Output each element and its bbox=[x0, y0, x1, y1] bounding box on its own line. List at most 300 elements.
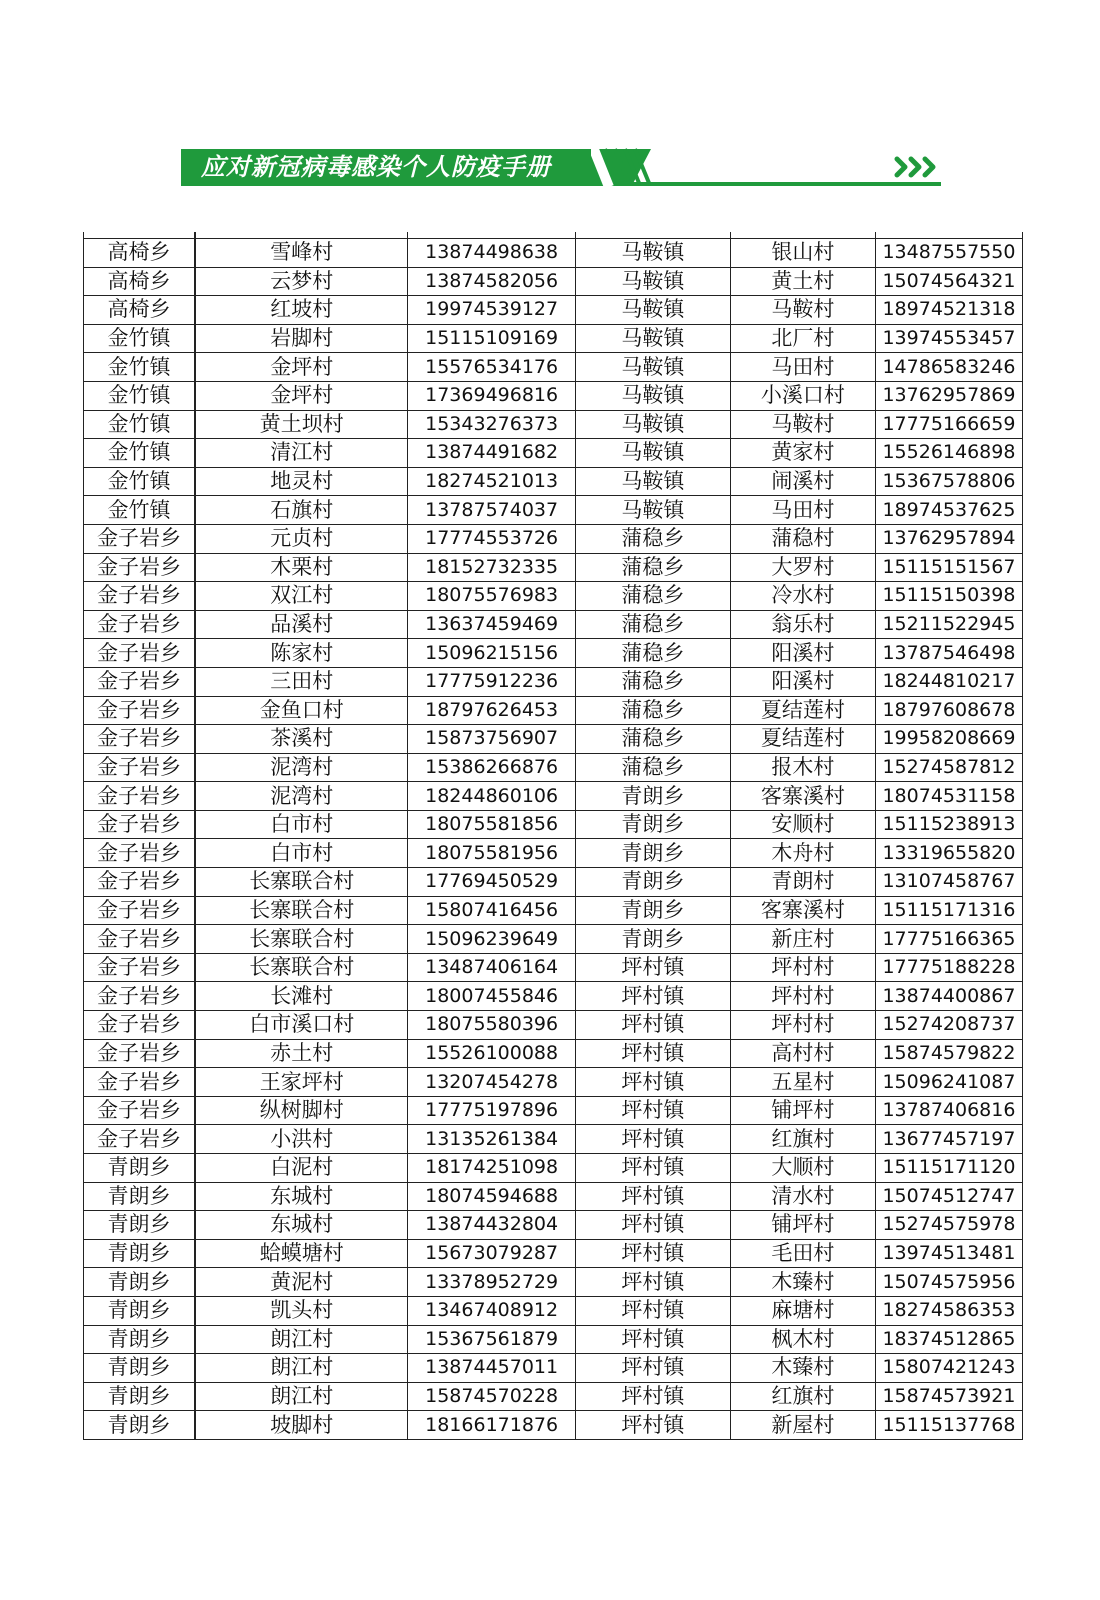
cell-village-2: 高村村 bbox=[730, 1039, 875, 1068]
cell-village-2: 枫木村 bbox=[730, 1325, 875, 1354]
cell-township: 青朗乡 bbox=[84, 1182, 196, 1211]
cell-township-2: 坪村镇 bbox=[575, 1268, 730, 1297]
cell-township: 金竹镇 bbox=[84, 439, 196, 468]
cell-phone: 18244860106 bbox=[408, 782, 575, 811]
cell-phone: 13135261384 bbox=[408, 1125, 575, 1154]
cell-village: 岩脚村 bbox=[195, 324, 408, 353]
cell-township-2: 坪村镇 bbox=[575, 1182, 730, 1211]
cell-township-2: 青朗乡 bbox=[575, 782, 730, 811]
cell-village: 陈家村 bbox=[195, 639, 408, 668]
cell-village: 红坡村 bbox=[195, 296, 408, 325]
table-row bbox=[84, 1096, 1023, 1125]
cell-phone: 18075581956 bbox=[408, 839, 575, 868]
cell-phone-2: 15874573921 bbox=[875, 1382, 1022, 1411]
table-row bbox=[84, 896, 1023, 925]
cell-phone-2: 18244810217 bbox=[875, 667, 1022, 696]
cell-township: 金竹镇 bbox=[84, 324, 196, 353]
table-row bbox=[84, 467, 1023, 496]
cell-phone: 13487406164 bbox=[408, 953, 575, 982]
cell-phone-2: 15274587812 bbox=[875, 753, 1022, 782]
cell-village: 纵树脚村 bbox=[195, 1096, 408, 1125]
cell-phone: 13378952729 bbox=[408, 1268, 575, 1297]
cell-phone-2: 17775166365 bbox=[875, 925, 1022, 954]
cell-village-2: 马田村 bbox=[730, 496, 875, 525]
cell-township-2: 马鞍镇 bbox=[575, 353, 730, 382]
cell-township: 金子岩乡 bbox=[84, 839, 196, 868]
table-row bbox=[84, 1154, 1023, 1183]
cell-township-2: 马鞍镇 bbox=[575, 239, 730, 268]
cell-phone-2: 15274575978 bbox=[875, 1211, 1022, 1240]
table-row bbox=[84, 1354, 1023, 1383]
cell-phone: 15367561879 bbox=[408, 1325, 575, 1354]
cell-village: 白泥村 bbox=[195, 1154, 408, 1183]
cell-village: 王家坪村 bbox=[195, 1068, 408, 1097]
header-banner bbox=[181, 149, 941, 189]
cell-phone-2: 18797608678 bbox=[875, 696, 1022, 725]
table-row bbox=[84, 1268, 1023, 1297]
table-row bbox=[84, 296, 1023, 325]
cell-phone: 13467408912 bbox=[408, 1296, 575, 1325]
table-row bbox=[84, 1182, 1023, 1211]
cell-phone: 17775197896 bbox=[408, 1096, 575, 1125]
table-row bbox=[84, 1325, 1023, 1354]
cell-village: 长寨联合村 bbox=[195, 953, 408, 982]
table-row bbox=[84, 496, 1023, 525]
cell-phone-2: 15074564321 bbox=[875, 267, 1022, 296]
cell-village-2: 报木村 bbox=[730, 753, 875, 782]
cell-village: 长寨联合村 bbox=[195, 896, 408, 925]
cell-township: 金竹镇 bbox=[84, 410, 196, 439]
table-row bbox=[84, 553, 1023, 582]
table-row bbox=[84, 1125, 1023, 1154]
table-row bbox=[84, 610, 1023, 639]
cell-township: 金子岩乡 bbox=[84, 667, 196, 696]
cell-village-2: 麻塘村 bbox=[730, 1296, 875, 1325]
cell-village-2: 北厂村 bbox=[730, 324, 875, 353]
cell-phone-2: 19958208669 bbox=[875, 725, 1022, 754]
cell-phone-2: 15115150398 bbox=[875, 582, 1022, 611]
cell-phone: 15576534176 bbox=[408, 353, 575, 382]
cell-village: 金鱼口村 bbox=[195, 696, 408, 725]
cell-township: 金子岩乡 bbox=[84, 982, 196, 1011]
cell-village-2: 木舟村 bbox=[730, 839, 875, 868]
cell-village-2: 马田村 bbox=[730, 353, 875, 382]
cell-township-2: 蒲稳乡 bbox=[575, 667, 730, 696]
cell-village: 长寨联合村 bbox=[195, 925, 408, 954]
cell-township-2: 蒲稳乡 bbox=[575, 582, 730, 611]
cell-township-2: 马鞍镇 bbox=[575, 467, 730, 496]
cell-township-2: 坪村镇 bbox=[575, 1411, 730, 1440]
cell-village: 凯头村 bbox=[195, 1296, 408, 1325]
table-row bbox=[84, 810, 1023, 839]
cell-township: 高椅乡 bbox=[84, 296, 196, 325]
table-row bbox=[84, 239, 1023, 268]
cell-village-2: 阳溪村 bbox=[730, 667, 875, 696]
cell-township-2: 坪村镇 bbox=[575, 1239, 730, 1268]
cell-township-2: 马鞍镇 bbox=[575, 296, 730, 325]
cell-township-2: 青朗乡 bbox=[575, 896, 730, 925]
cell-township: 青朗乡 bbox=[84, 1239, 196, 1268]
cell-phone-2: 13677457197 bbox=[875, 1125, 1022, 1154]
cell-phone: 13874491682 bbox=[408, 439, 575, 468]
cell-village-2: 小溪口村 bbox=[730, 381, 875, 410]
cell-phone-2: 14786583246 bbox=[875, 353, 1022, 382]
cell-phone: 13787574037 bbox=[408, 496, 575, 525]
cell-village-2: 客寨溪村 bbox=[730, 896, 875, 925]
cell-township: 金子岩乡 bbox=[84, 1039, 196, 1068]
cell-village: 黄土坝村 bbox=[195, 410, 408, 439]
cell-village-2: 马鞍村 bbox=[730, 296, 875, 325]
table-row bbox=[84, 1011, 1023, 1040]
cell-village-2: 坪村村 bbox=[730, 953, 875, 982]
cell-phone-2: 18074531158 bbox=[875, 782, 1022, 811]
cell-phone-2: 13487557550 bbox=[875, 239, 1022, 268]
cell-township-2: 马鞍镇 bbox=[575, 381, 730, 410]
cell-phone-2: 13874400867 bbox=[875, 982, 1022, 1011]
cell-village: 元贞村 bbox=[195, 524, 408, 553]
cell-township: 金子岩乡 bbox=[84, 524, 196, 553]
cell-village: 清江村 bbox=[195, 439, 408, 468]
cell-township-2: 坪村镇 bbox=[575, 1154, 730, 1183]
cell-township: 青朗乡 bbox=[84, 1382, 196, 1411]
cell-township-2: 坪村镇 bbox=[575, 1039, 730, 1068]
cell-township-2: 蒲稳乡 bbox=[575, 696, 730, 725]
cell-phone-2: 15115151567 bbox=[875, 553, 1022, 582]
cell-village: 黄泥村 bbox=[195, 1268, 408, 1297]
contact-table bbox=[83, 232, 1023, 1440]
cell-phone-2: 15874579822 bbox=[875, 1039, 1022, 1068]
cell-township-2: 坪村镇 bbox=[575, 1354, 730, 1383]
cell-township: 金竹镇 bbox=[84, 353, 196, 382]
cell-township-2: 马鞍镇 bbox=[575, 324, 730, 353]
cell-phone-2: 15115171120 bbox=[875, 1154, 1022, 1183]
cell-township: 金子岩乡 bbox=[84, 782, 196, 811]
cell-phone: 13207454278 bbox=[408, 1068, 575, 1097]
cell-village: 东城村 bbox=[195, 1211, 408, 1240]
cell-phone-2: 13787406816 bbox=[875, 1096, 1022, 1125]
cell-village: 朗江村 bbox=[195, 1354, 408, 1383]
cell-township: 金子岩乡 bbox=[84, 953, 196, 982]
table-row bbox=[84, 381, 1023, 410]
cell-phone: 17369496816 bbox=[408, 381, 575, 410]
cell-village-2: 红旗村 bbox=[730, 1125, 875, 1154]
cell-township: 青朗乡 bbox=[84, 1354, 196, 1383]
cell-village-2: 夏结莲村 bbox=[730, 696, 875, 725]
table-row bbox=[84, 696, 1023, 725]
cell-township: 金子岩乡 bbox=[84, 639, 196, 668]
table-row bbox=[84, 925, 1023, 954]
cell-township: 金子岩乡 bbox=[84, 1011, 196, 1040]
table-row bbox=[84, 782, 1023, 811]
cell-village-2: 冷水村 bbox=[730, 582, 875, 611]
cell-township: 金子岩乡 bbox=[84, 725, 196, 754]
cell-township-2: 坪村镇 bbox=[575, 1011, 730, 1040]
cell-village: 三田村 bbox=[195, 667, 408, 696]
cell-phone: 15096239649 bbox=[408, 925, 575, 954]
cell-township-2: 青朗乡 bbox=[575, 810, 730, 839]
cell-phone-2: 15274208737 bbox=[875, 1011, 1022, 1040]
cell-township-2: 马鞍镇 bbox=[575, 496, 730, 525]
cell-township-2: 坪村镇 bbox=[575, 953, 730, 982]
cell-township: 青朗乡 bbox=[84, 1411, 196, 1440]
cell-village-2: 阳溪村 bbox=[730, 639, 875, 668]
table-row bbox=[84, 868, 1023, 897]
cell-phone-2: 13762957894 bbox=[875, 524, 1022, 553]
table-row bbox=[84, 1382, 1023, 1411]
cell-village: 东城村 bbox=[195, 1182, 408, 1211]
cell-township: 金子岩乡 bbox=[84, 696, 196, 725]
cell-phone: 15807416456 bbox=[408, 896, 575, 925]
cell-township-2: 马鞍镇 bbox=[575, 410, 730, 439]
table-row bbox=[84, 1239, 1023, 1268]
table-row bbox=[84, 982, 1023, 1011]
cell-phone: 13637459469 bbox=[408, 610, 575, 639]
cell-township: 金子岩乡 bbox=[84, 925, 196, 954]
table-row bbox=[84, 667, 1023, 696]
cell-village-2: 马鞍村 bbox=[730, 410, 875, 439]
cell-phone: 17775912236 bbox=[408, 667, 575, 696]
cell-phone-2: 13762957869 bbox=[875, 381, 1022, 410]
cell-phone-2: 15115137768 bbox=[875, 1411, 1022, 1440]
cell-village: 木栗村 bbox=[195, 553, 408, 582]
cell-village: 坡脚村 bbox=[195, 1411, 408, 1440]
cell-township-2: 蒲稳乡 bbox=[575, 553, 730, 582]
cell-village-2: 毛田村 bbox=[730, 1239, 875, 1268]
cell-phone-2: 18274586353 bbox=[875, 1296, 1022, 1325]
cell-township-2: 马鞍镇 bbox=[575, 439, 730, 468]
table-row bbox=[84, 1211, 1023, 1240]
cell-township: 金子岩乡 bbox=[84, 553, 196, 582]
cell-phone-2: 15115171316 bbox=[875, 896, 1022, 925]
cell-phone: 18797626453 bbox=[408, 696, 575, 725]
cell-village: 云梦村 bbox=[195, 267, 408, 296]
cell-phone-2: 17775166659 bbox=[875, 410, 1022, 439]
cell-phone-2: 13787546498 bbox=[875, 639, 1022, 668]
cell-phone-2: 15096241087 bbox=[875, 1068, 1022, 1097]
cell-village-2: 青朗村 bbox=[730, 868, 875, 897]
table-row bbox=[84, 324, 1023, 353]
cell-township-2: 坪村镇 bbox=[575, 1296, 730, 1325]
cell-phone: 18274521013 bbox=[408, 467, 575, 496]
cell-phone: 19974539127 bbox=[408, 296, 575, 325]
cell-phone: 18075581856 bbox=[408, 810, 575, 839]
cell-village: 金坪村 bbox=[195, 353, 408, 382]
cell-phone-2: 13107458767 bbox=[875, 868, 1022, 897]
cell-township-2: 蒲稳乡 bbox=[575, 639, 730, 668]
cell-phone: 17774553726 bbox=[408, 524, 575, 553]
cell-township: 金子岩乡 bbox=[84, 1068, 196, 1097]
cell-township: 金子岩乡 bbox=[84, 896, 196, 925]
cell-phone: 15096215156 bbox=[408, 639, 575, 668]
table-row bbox=[84, 524, 1023, 553]
cell-phone: 13874432804 bbox=[408, 1211, 575, 1240]
cell-township-2: 坪村镇 bbox=[575, 982, 730, 1011]
cell-village-2: 铺坪村 bbox=[730, 1211, 875, 1240]
cell-village: 赤土村 bbox=[195, 1039, 408, 1068]
cell-township-2: 青朗乡 bbox=[575, 925, 730, 954]
cell-township: 金竹镇 bbox=[84, 381, 196, 410]
cell-village: 双江村 bbox=[195, 582, 408, 611]
cell-phone: 15343276373 bbox=[408, 410, 575, 439]
document-title: 应对新冠病毒感染个人防疫手册 bbox=[201, 153, 551, 181]
cell-phone: 15386266876 bbox=[408, 753, 575, 782]
cell-phone-2: 15526146898 bbox=[875, 439, 1022, 468]
cell-phone-2: 13974553457 bbox=[875, 324, 1022, 353]
table-row bbox=[84, 839, 1023, 868]
cell-phone-2: 18974521318 bbox=[875, 296, 1022, 325]
cell-phone: 18166171876 bbox=[408, 1411, 575, 1440]
cell-village-2: 铺坪村 bbox=[730, 1096, 875, 1125]
cell-village: 茶溪村 bbox=[195, 725, 408, 754]
table-row bbox=[84, 267, 1023, 296]
cell-phone-2: 15211522945 bbox=[875, 610, 1022, 639]
cell-township: 金子岩乡 bbox=[84, 753, 196, 782]
cell-village-2: 夏结莲村 bbox=[730, 725, 875, 754]
cell-phone-2: 17775188228 bbox=[875, 953, 1022, 982]
slash-decoration-icon bbox=[591, 147, 661, 187]
cell-phone: 18075580396 bbox=[408, 1011, 575, 1040]
cell-township: 高椅乡 bbox=[84, 239, 196, 268]
table-row bbox=[84, 725, 1023, 754]
cell-township-2: 蒲稳乡 bbox=[575, 725, 730, 754]
cell-village: 白市村 bbox=[195, 839, 408, 868]
table-row bbox=[84, 439, 1023, 468]
cell-village-2: 坪村村 bbox=[730, 982, 875, 1011]
table-row bbox=[84, 1068, 1023, 1097]
cell-township: 金子岩乡 bbox=[84, 1096, 196, 1125]
cell-village: 泥湾村 bbox=[195, 753, 408, 782]
cell-phone: 18074594688 bbox=[408, 1182, 575, 1211]
cell-phone: 18174251098 bbox=[408, 1154, 575, 1183]
table-row bbox=[84, 753, 1023, 782]
cell-township-2: 蒲稳乡 bbox=[575, 753, 730, 782]
cell-village-2: 五星村 bbox=[730, 1068, 875, 1097]
cell-village: 白市溪口村 bbox=[195, 1011, 408, 1040]
cell-phone-2: 13319655820 bbox=[875, 839, 1022, 868]
contact-table-body bbox=[84, 232, 1023, 1439]
cell-phone-2: 18974537625 bbox=[875, 496, 1022, 525]
cell-phone-2: 15115238913 bbox=[875, 810, 1022, 839]
cell-phone: 13874582056 bbox=[408, 267, 575, 296]
cell-township: 高椅乡 bbox=[84, 267, 196, 296]
cell-township: 青朗乡 bbox=[84, 1211, 196, 1240]
cell-village: 小洪村 bbox=[195, 1125, 408, 1154]
cell-phone: 15673079287 bbox=[408, 1239, 575, 1268]
cell-village: 朗江村 bbox=[195, 1382, 408, 1411]
cell-village: 金坪村 bbox=[195, 381, 408, 410]
cell-village-2: 红旗村 bbox=[730, 1382, 875, 1411]
cell-village: 雪峰村 bbox=[195, 239, 408, 268]
cell-township: 金子岩乡 bbox=[84, 868, 196, 897]
table-row bbox=[84, 639, 1023, 668]
cell-township: 金竹镇 bbox=[84, 467, 196, 496]
cell-township-2: 坪村镇 bbox=[575, 1068, 730, 1097]
cell-phone-2: 13974513481 bbox=[875, 1239, 1022, 1268]
table-row bbox=[84, 953, 1023, 982]
cell-village-2: 闹溪村 bbox=[730, 467, 875, 496]
cell-phone-2: 18374512865 bbox=[875, 1325, 1022, 1354]
cell-phone: 15874570228 bbox=[408, 1382, 575, 1411]
cell-township-2: 马鞍镇 bbox=[575, 267, 730, 296]
chevrons-right-icon bbox=[893, 149, 941, 185]
cell-phone: 13874498638 bbox=[408, 239, 575, 268]
cell-village-2: 清水村 bbox=[730, 1182, 875, 1211]
cell-village-2: 木臻村 bbox=[730, 1354, 875, 1383]
cell-township: 金子岩乡 bbox=[84, 610, 196, 639]
cell-township-2: 坪村镇 bbox=[575, 1211, 730, 1240]
cell-township-2: 坪村镇 bbox=[575, 1096, 730, 1125]
cell-village: 白市村 bbox=[195, 810, 408, 839]
cell-phone: 18007455846 bbox=[408, 982, 575, 1011]
table-row bbox=[84, 1296, 1023, 1325]
cell-village: 长寨联合村 bbox=[195, 868, 408, 897]
cell-phone: 15115109169 bbox=[408, 324, 575, 353]
cell-township: 金竹镇 bbox=[84, 496, 196, 525]
cell-village-2: 大顺村 bbox=[730, 1154, 875, 1183]
cell-township-2: 青朗乡 bbox=[575, 839, 730, 868]
cell-phone: 15873756907 bbox=[408, 725, 575, 754]
table-row bbox=[84, 582, 1023, 611]
cell-township: 青朗乡 bbox=[84, 1296, 196, 1325]
cell-phone-2: 15074512747 bbox=[875, 1182, 1022, 1211]
cell-phone: 18075576983 bbox=[408, 582, 575, 611]
cell-village: 石旗村 bbox=[195, 496, 408, 525]
cell-village-2: 大罗村 bbox=[730, 553, 875, 582]
cell-phone-2: 15367578806 bbox=[875, 467, 1022, 496]
cell-township: 金子岩乡 bbox=[84, 582, 196, 611]
cell-village-2: 安顺村 bbox=[730, 810, 875, 839]
cell-phone: 13874457011 bbox=[408, 1354, 575, 1383]
table-row bbox=[84, 353, 1023, 382]
table-row bbox=[84, 1039, 1023, 1068]
cell-village: 朗江村 bbox=[195, 1325, 408, 1354]
cell-phone-2: 15807421243 bbox=[875, 1354, 1022, 1383]
cell-village-2: 翁乐村 bbox=[730, 610, 875, 639]
table-row bbox=[84, 1411, 1023, 1440]
cell-village-2: 蒲稳村 bbox=[730, 524, 875, 553]
cell-township: 青朗乡 bbox=[84, 1325, 196, 1354]
cell-phone: 18152732335 bbox=[408, 553, 575, 582]
cell-village-2: 木臻村 bbox=[730, 1268, 875, 1297]
cell-township: 金子岩乡 bbox=[84, 810, 196, 839]
cell-village: 泥湾村 bbox=[195, 782, 408, 811]
cell-township: 金子岩乡 bbox=[84, 1125, 196, 1154]
cell-village-2: 坪村村 bbox=[730, 1011, 875, 1040]
cell-township-2: 坪村镇 bbox=[575, 1125, 730, 1154]
cell-village: 长滩村 bbox=[195, 982, 408, 1011]
cell-township-2: 坪村镇 bbox=[575, 1382, 730, 1411]
cell-township-2: 坪村镇 bbox=[575, 1325, 730, 1354]
cell-phone-2: 15074575956 bbox=[875, 1268, 1022, 1297]
table-row bbox=[84, 410, 1023, 439]
cell-village: 品溪村 bbox=[195, 610, 408, 639]
cell-township-2: 青朗乡 bbox=[575, 868, 730, 897]
cell-village-2: 新庄村 bbox=[730, 925, 875, 954]
cell-village: 蛤蟆塘村 bbox=[195, 1239, 408, 1268]
cell-village-2: 银山村 bbox=[730, 239, 875, 268]
cell-township-2: 蒲稳乡 bbox=[575, 524, 730, 553]
cell-village: 地灵村 bbox=[195, 467, 408, 496]
cell-village-2: 黄家村 bbox=[730, 439, 875, 468]
cell-village-2: 黄土村 bbox=[730, 267, 875, 296]
cell-township-2: 蒲稳乡 bbox=[575, 610, 730, 639]
cell-phone: 15526100088 bbox=[408, 1039, 575, 1068]
cell-township: 青朗乡 bbox=[84, 1268, 196, 1297]
cell-village-2: 客寨溪村 bbox=[730, 782, 875, 811]
cell-phone: 17769450529 bbox=[408, 868, 575, 897]
cell-township: 青朗乡 bbox=[84, 1154, 196, 1183]
cell-village-2: 新屋村 bbox=[730, 1411, 875, 1440]
